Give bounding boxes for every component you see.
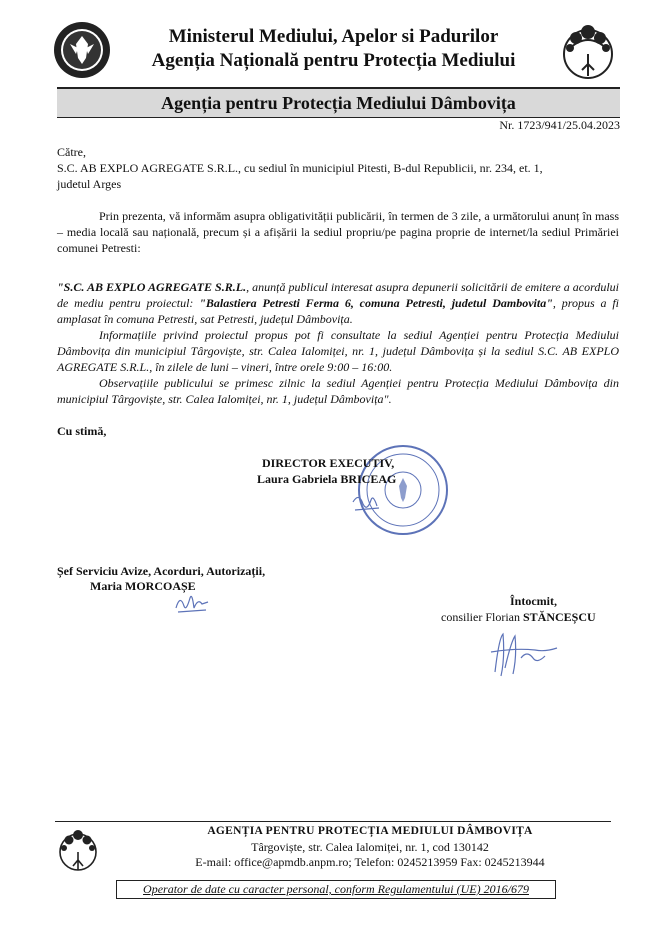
national-agency-name: Agenția Națională pentru Protecția Mediului: [151, 50, 516, 71]
announcement-text-1: , anunță publicul interesat asupra depunerii solicitării de emitere a acordului de mediu pentru proiectul:: [57, 280, 619, 310]
announcement-paragraph: [57, 279, 619, 327]
footer-agency-name: AGENȚIA PENTRU PROTECȚIA MEDIULUI DÂMBOVIȚA: [207, 825, 533, 837]
chief-surname: MORCOAȘE: [125, 579, 196, 593]
director-title: DIRECTOR EXECUTIV,: [262, 456, 395, 470]
drafted-given-name: consilier Florian: [441, 610, 523, 624]
ministry-name: Ministerul Mediului, Apelor si Padurilor: [168, 26, 499, 47]
recipient-line-1: S.C. AB EXPLO AGREGATE S.R.L., cu sediul în municipiul Pitesti, B-dul Republicii, nr. 234, et. 1,: [57, 161, 543, 175]
operator-notice: Operator de date cu caracter personal, conform Regulamentului (UE) 2016/679: [116, 880, 556, 899]
drafted-signature: [475, 628, 565, 680]
recipient-salutation: Către,: [57, 145, 86, 159]
closing-greeting: Cu stimă,: [57, 424, 107, 438]
drafted-name: [441, 609, 596, 625]
intro-paragraph: Prin prezenta, vă informăm asupra obligativității publicării, în termen de 3 zile, a următorului anunț în mass – media locală sau națională, precum și a afișării la sediul propriu/pe pagina proprie de internet/la sediul Primăriei comunei Petresti:: [57, 209, 619, 255]
chief-title: Șef Serviciu Avize, Acorduri, Autorizații,: [57, 564, 266, 578]
announcement-project: "Balastiera Petresti Ferma 6, comuna Petresti, judetul Dambovita": [199, 296, 553, 310]
announcement-company: "S.C. AB EXPLO AGREGATE S.R.L.: [57, 280, 247, 294]
director-surname: BRICEAG: [340, 472, 397, 486]
info-paragraph: Informațiile privind proiectul propus pot fi consultate la sediul Agenției pentru Protecția Mediului Dâmbovița din municipiul Târgoviște, str. Calea Ialomiței, nr. 1, județul Dâmbovița și la sediul S.C. AB EXPLO AGREGATE S.R.L., în zilele de luni – vineri, între orele 9:00 – 16:00.: [57, 328, 619, 374]
county-agency-banner: Agenția pentru Protecția Mediului Dâmbovița: [57, 87, 620, 118]
announcement-text-2: , propus a fi amplasat în comuna Petresti, sat Petresti, județul Dâmbovița.: [57, 296, 620, 326]
chief-signature: [172, 588, 212, 616]
director-given-name: Laura Gabriela: [257, 472, 341, 486]
footer-agency-logo-icon: [55, 826, 101, 872]
footer-divider: [55, 821, 611, 822]
footer-contact: E-mail: office@apmdb.anpm.ro; Telefon: 0245213959 Fax: 0245213944: [195, 855, 545, 869]
recipient-line-2: judetul Arges: [57, 177, 122, 191]
chief-given-name: Maria: [90, 579, 125, 593]
registration-number: Nr. 1723/941/25.04.2023: [499, 118, 620, 132]
director-name: [257, 471, 396, 487]
observations-paragraph: Observațiile publicului se primesc zilnic la sediul Agenției pentru Protecția Mediului Dâmbovița din municipiul Târgoviște, str. Calea Ialomiței, nr. 1, județul Dâmbovița".: [57, 376, 619, 406]
footer-address: Târgoviște, str. Calea Ialomiței, nr. 1, cod 130142: [251, 840, 489, 854]
drafted-surname: STĂNCEȘCU: [522, 610, 596, 624]
drafted-title: Întocmit,: [510, 594, 557, 608]
